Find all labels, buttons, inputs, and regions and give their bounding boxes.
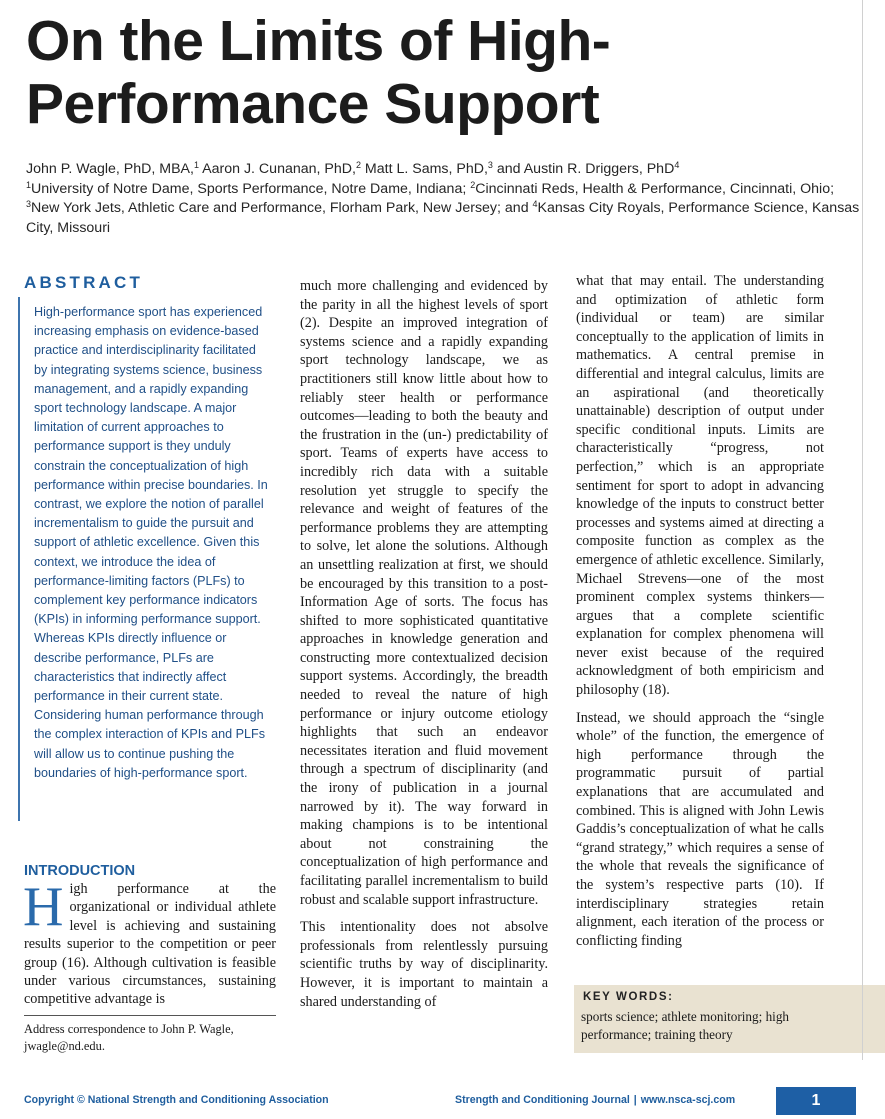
affiliation: University of Notre Dame, Sports Performance, Notre Dame, Indiana;	[31, 180, 471, 197]
title-line-2: Performance Support	[26, 72, 600, 136]
page-number: 1	[776, 1087, 856, 1115]
journal-name: Strength and Conditioning Journal	[455, 1094, 630, 1106]
drop-cap: H	[23, 876, 64, 938]
abstract-text: High-performance sport has experienced increasing emphasis on evidence-based practice and interdisciplinarity facilitated by integrating systems science, business management, and a rapidly expanding sport technology landscape. A major limitation of current approaches to performance support is they unduly constrain the conceptualization of high performance within precise boundaries. In contrast, we explore the notion of parallel incrementalism to guide the pursuit and support of athletic excellence. Given this context, we introduce the idea of performance-limiting factors (PLFs) to complement key performance indicators (KPIs) in informing performance support. Whereas KPIs directly influence or describe performance, PLFs are characteristics that indirectly affect performance in their current state. Considering human performance through the complex interaction of KPIs and PLFs will allow us to continue pushing the boundaries of high-performance sport.	[34, 305, 268, 780]
author-name: Matt L. Sams, PhD,	[364, 161, 488, 177]
journal-url[interactable]: www.nsca-scj.com	[640, 1094, 736, 1106]
paragraph: much more challenging and evidenced by the parity in all the highest levels of sport (2). Despite an improved integration of systems science and a rapidly expanding sport technology landscape, we as practitioners still know little about how to reliably steer health or performance outcomes—leading to both the beauty and the frustration in the (un-) predictability of sport. Teams of experts have access to incredibly rich data with a suitable resolution yet struggle to specify the relevance and weight of features of the performance problems they are attempting to solve, let alone the solutions. Although an unsettling realization at first, we should be encouraged by this transition to a post-Information Age of sorts. The focus has shifted to more sophisticated quantitative approaches in knowledge generation and constructing more contextualized decision support systems. Accordingly, the breadth needed to reveal the nature of high performance or injury outcome etiology highlights that such an endeavor necessitates iteration and fluid movement through a spectrum of disciplinarity (and the irony of publication in a journal narrowed by it). The way forward in making champions is to be intentional about not constraining the conceptualization of high performance and facilitating parallel incrementalism to build robust and scalable support infrastructure.	[300, 278, 548, 908]
author-block	[26, 160, 861, 238]
body-column-2	[300, 277, 548, 1020]
affiliation: New York Jets, Athletic Care and Performance, Florham Park, New Jersey; and	[31, 200, 533, 216]
correspondence-address: Address correspondence to John P. Wagle, jwagle@nd.edu.	[24, 1022, 234, 1053]
author-name: and Austin R. Driggers, PhD	[496, 161, 675, 177]
title-line-1: On the Limits of High-	[26, 9, 611, 73]
affiliation: Kansas City Royals, Performance Science, Kansas City, Missouri	[26, 200, 860, 236]
paragraph: Instead, we should approach the “single whole” of the function, the emergence of high performance through the programmatic pursuit of partial explanations that are accumulated and combined. This is aligned with John Lewis Gaddis’s conceptualization of what he calls “grand strategy,” which requires a sense of the whole that reveals the significance of the system’s respective parts (10). If interdisciplinary strategies retain alignment, each iteration of the process or conflicting finding	[576, 709, 824, 949]
abstract-heading: ABSTRACT	[24, 273, 144, 292]
introduction-heading: INTRODUCTION	[24, 863, 136, 879]
address-divider	[24, 1015, 276, 1016]
footer-copyright: Copyright © National Strength and Conditioning Association	[24, 1094, 329, 1106]
introduction-text: High performance at the organizational or individual athlete level is achieving and sustaining results superior to the competition or peer group (16). Although cultivation is feasible under various circumstances, sustaining competitive advantage is	[23, 876, 276, 1008]
page-edge	[862, 0, 863, 1060]
author-name: Aaron J. Cunanan, PhD,	[202, 161, 356, 177]
footer-separator: |	[633, 1094, 637, 1106]
article-title	[26, 10, 846, 136]
keywords-label: KEY WORDS:	[583, 991, 674, 1003]
author-names: John P. Wagle, PhD, MBA,$^1$ Aaron J. Cunanan, PhD,$^2$ Matt L. Sams, PhD,$^3$ and Austin R. Driggers, PhD$^4$	[26, 160, 680, 177]
keywords-text: sports science; athlete monitoring; high performance; training theory	[581, 1009, 790, 1042]
paragraph: what that may entail. The understanding and optimization of athletic form (individual or team) are similar conceptually to the application of limits in mathematics. A central premise in differential and integral calculus, limits are an aspirational (and theoretically unattainable) description of output under specific conditional inputs. Limits are characteristically “progress, not perfection,” which is an appropriate sentiment for sport to adopt in advancing knowledge of the inputs to construct better processes and systems aimed at directing a composite function as complex as the emergence of athletic excellence. Similarly, Michael Strevens—one of the most prominent complex systems thinkers—argues that a complete scientific explanation for complex phenomena will never exist because of the required acknowledgment of both empiricism and philosophy (18).	[576, 273, 824, 699]
footer-journal	[455, 1094, 735, 1106]
paragraph: This intentionality does not absolve professionals from relentlessly pursuing scientific truths by way of disciplinarity. However, it is important to maintain a shared understanding of	[300, 919, 548, 1010]
body-column-3	[576, 272, 824, 959]
affiliations: $^1$University of Notre Dame, Sports Performance, Notre Dame, Indiana; $^2$Cincinnati Reds, Health & Performance, Cincinnati, Ohio; $^3$New York Jets, Athletic Care and Performance, Florham Park, New Jersey; and $^4$Kansas City Royals, Performance Science, Kansas City, Missouri	[26, 179, 860, 236]
affiliation: Cincinnati Reds, Health & Performance, Cincinnati, Ohio;	[475, 180, 835, 197]
author-name: John P. Wagle, PhD, MBA,	[26, 161, 194, 177]
